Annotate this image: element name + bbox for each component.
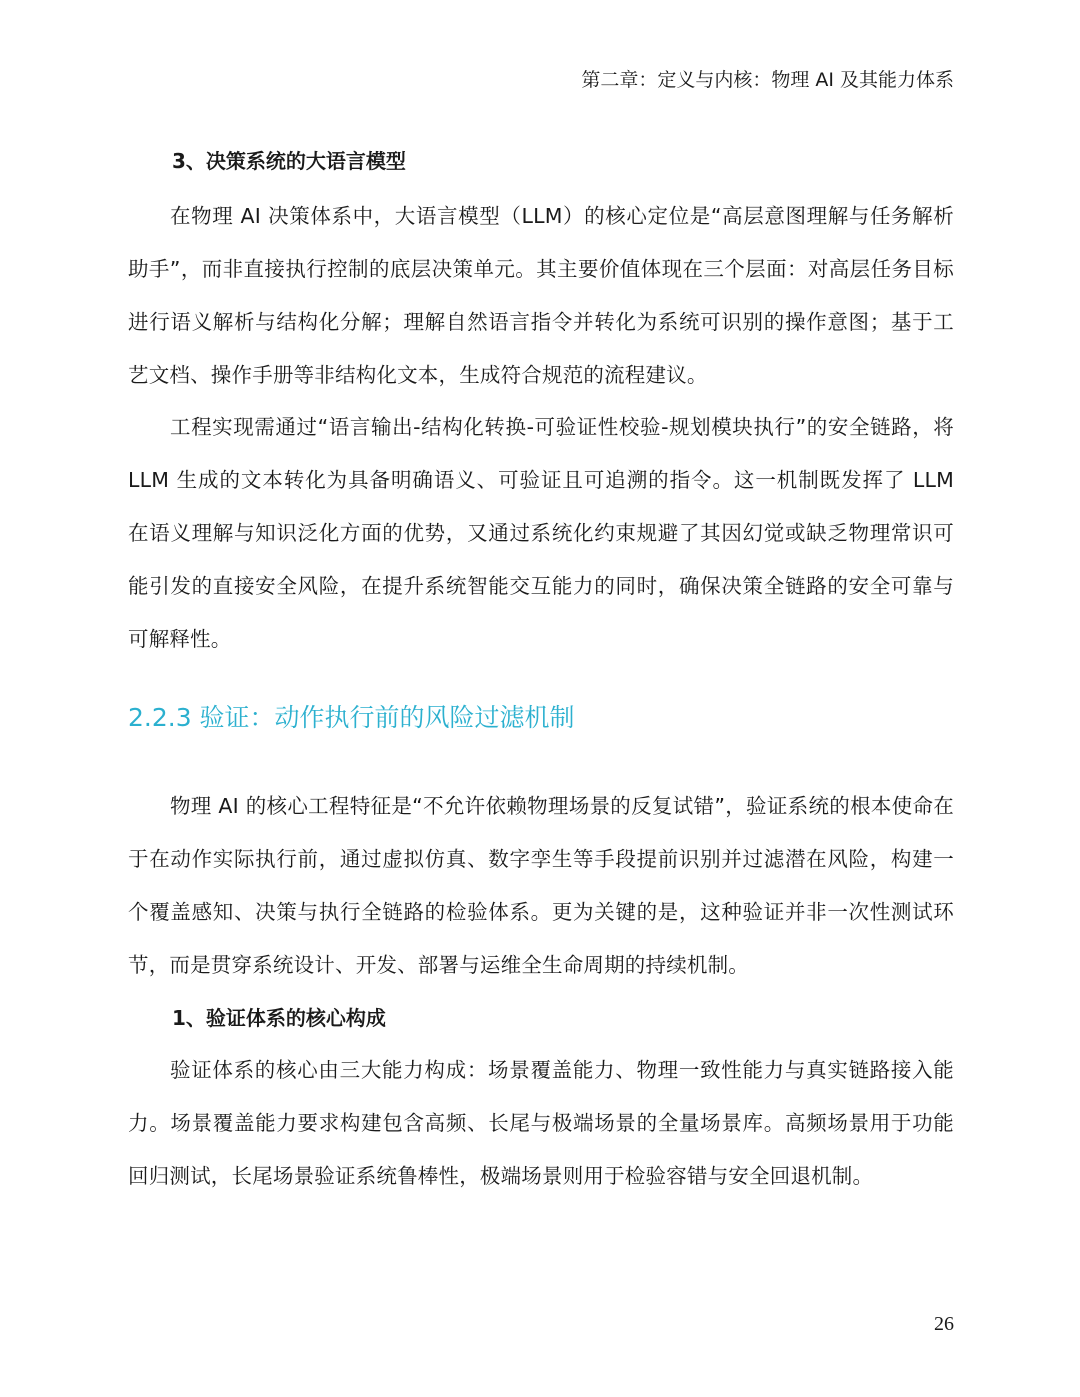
page-number: 26: [934, 1313, 954, 1335]
paragraph-engineering-chain: 工程实现需通过“语言输出-结构化转换-可验证性校验-规划模块执行”的安全链路，将 LLM 生成的文本转化为具备明确语义、可验证且可追溯的指令。这一机制既发挥了 LLM 在语义理解与知识泛化方面的优势，又通过系统化约束规避了其因幻觉或缺乏物理常识可能引发的直接安全风险，在提升系统智能交互能力的同时，确保决策全链路的安全可靠与可解释性。: [128, 415, 954, 651]
subsection-heading-verification-core: 1、验证体系的核心构成: [172, 1006, 386, 1030]
paragraph-llm-positioning: 在物理 AI 决策体系中，大语言模型（LLM）的核心定位是“高层意图理解与任务解析助手”，而非直接执行控制的底层决策单元。其主要价值体现在三个层面：对高层任务目标进行语义解析与结构化分解；理解自然语言指令并转化为系统可识别的操作意图；基于工艺文档、操作手册等非结构化文本，生成符合规范的流程建议。: [128, 204, 954, 387]
paragraph-verification-mission: 物理 AI 的核心工程特征是“不允许依赖物理场景的反复试错”，验证系统的根本使命在于在动作实际执行前，通过虚拟仿真、数字孪生等手段提前识别并过滤潜在风险，构建一个覆盖感知、决策与执行全链路的检验体系。更为关键的是，这种验证并非一次性测试环节，而是贯穿系统设计、开发、部署与运维全生命周期的持续机制。: [128, 794, 954, 977]
running-header: 第二章：定义与内核：物理 AI 及其能力体系: [581, 69, 954, 91]
section-heading-verification: 2.2.3 验证：动作执行前的风险过滤机制: [128, 703, 575, 732]
subsection-heading-decision-llm: 3、决策系统的大语言模型: [172, 149, 406, 173]
paragraph-verification-capabilities: 验证体系的核心由三大能力构成：场景覆盖能力、物理一致性能力与真实链路接入能力。场景覆盖能力要求构建包含高频、长尾与极端场景的全量场景库。高频场景用于功能回归测试，长尾场景验证系统鲁棒性，极端场景则用于检验容错与安全回退机制。: [128, 1058, 954, 1188]
